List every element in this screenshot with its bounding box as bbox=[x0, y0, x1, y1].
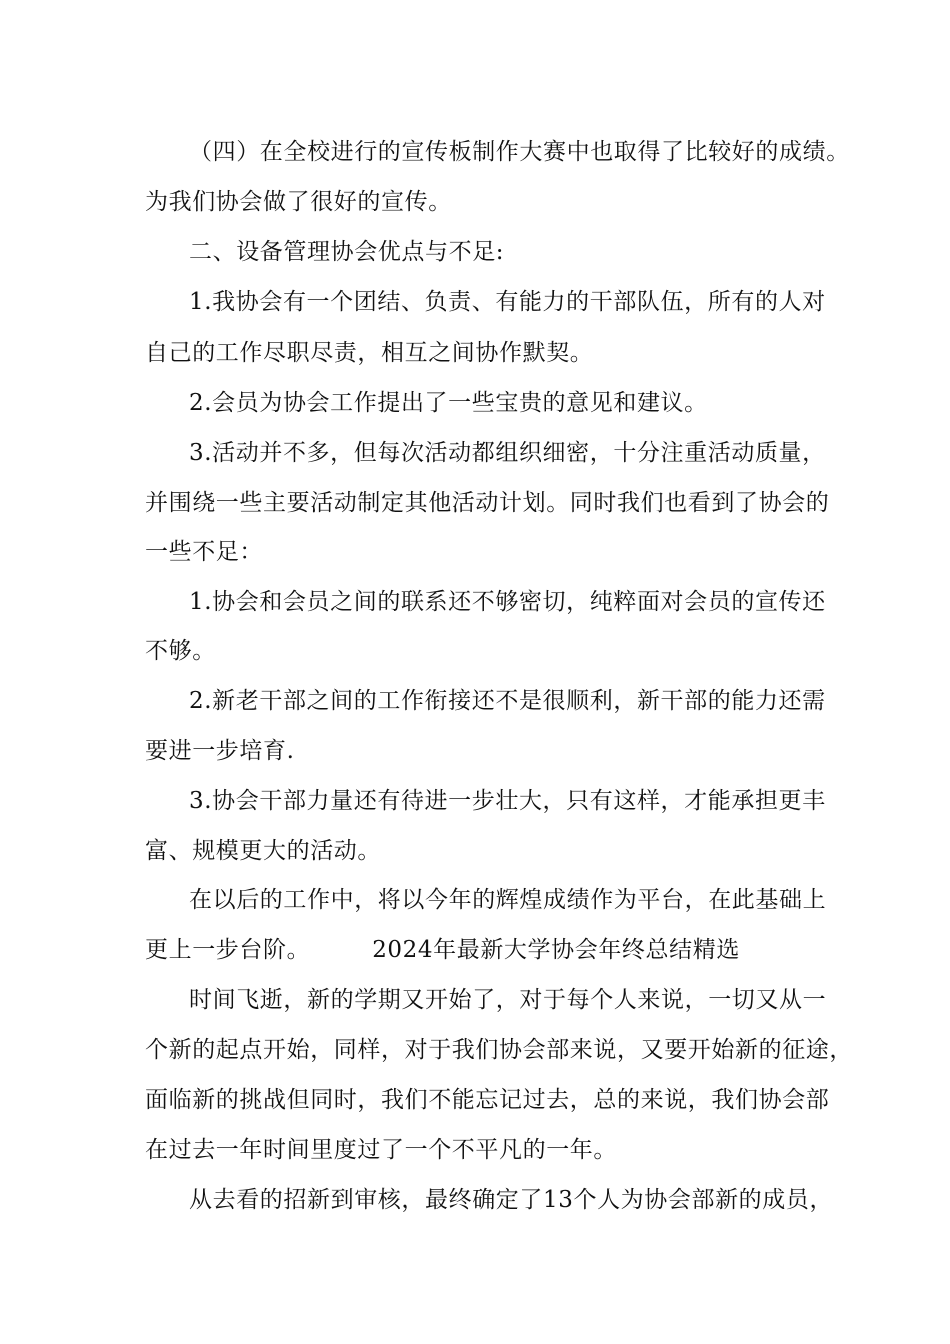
paragraph-line: （四）在全校进行的宣传板制作大赛中也取得了比较好的成绩。 bbox=[189, 139, 850, 165]
paragraph-line: 2.会员为协会工作提出了一些宝贵的意见和建议。 bbox=[189, 390, 708, 416]
paragraph-line: 要进一步培育. bbox=[145, 738, 295, 764]
paragraph-line bbox=[145, 935, 740, 965]
paragraph-line: 自己的工作尽职尽责，相互之间协作默契。 bbox=[145, 340, 594, 366]
paragraph-line: 1.我协会有一个团结、负责、有能力的干部队伍，所有的人对 bbox=[189, 289, 826, 315]
paragraph-line: 在过去一年时间里度过了一个不平凡的一年。 bbox=[145, 1137, 617, 1163]
paragraph-line: 在以后的工作中，将以今年的辉煌成绩作为平台，在此基础上 bbox=[189, 887, 827, 913]
paragraph-line: 面临新的挑战但同时，我们不能忘记过去，总的来说，我们协会部 bbox=[145, 1087, 830, 1113]
paragraph-line: 3.协会干部力量还有待进一步壮大，只有这样，才能承担更丰 bbox=[189, 788, 826, 814]
paragraph-line: 不够。 bbox=[145, 638, 216, 664]
paragraph-line: 并围绕一些主要活动制定其他活动计划。同时我们也看到了协会的 bbox=[145, 490, 830, 516]
paragraph-line: 个新的起点开始，同样，对于我们协会部来说，又要开始新的征途， bbox=[145, 1037, 853, 1063]
paragraph-line: 2.新老干部之间的工作衔接还不是很顺利，新干部的能力还需 bbox=[189, 688, 826, 714]
paragraph-line: 时间飞逝，新的学期又开始了，对于每个人来说，一切又从一 bbox=[189, 987, 827, 1013]
paragraph-line: 一些不足： bbox=[145, 539, 263, 565]
paragraph-line: 为我们协会做了很好的宣传。 bbox=[145, 189, 452, 215]
paragraph-text: 更上一步台阶。 bbox=[145, 937, 311, 963]
paragraph-line: 从去看的招新到审核，最终确定了13个人为协会部新的成员， bbox=[189, 1187, 834, 1213]
paragraph-line: 1.协会和会员之间的联系还不够密切，纯粹面对会员的宣传还 bbox=[189, 589, 826, 615]
paragraph-line: 3.活动并不多，但每次活动都组织细密，十分注重活动质量， bbox=[189, 440, 826, 466]
document-title: 2024年最新大学协会年终总结精选 bbox=[372, 937, 740, 963]
section-heading: 二、设备管理协会优点与不足: bbox=[189, 239, 505, 265]
paragraph-line: 富、规模更大的活动。 bbox=[145, 838, 381, 864]
